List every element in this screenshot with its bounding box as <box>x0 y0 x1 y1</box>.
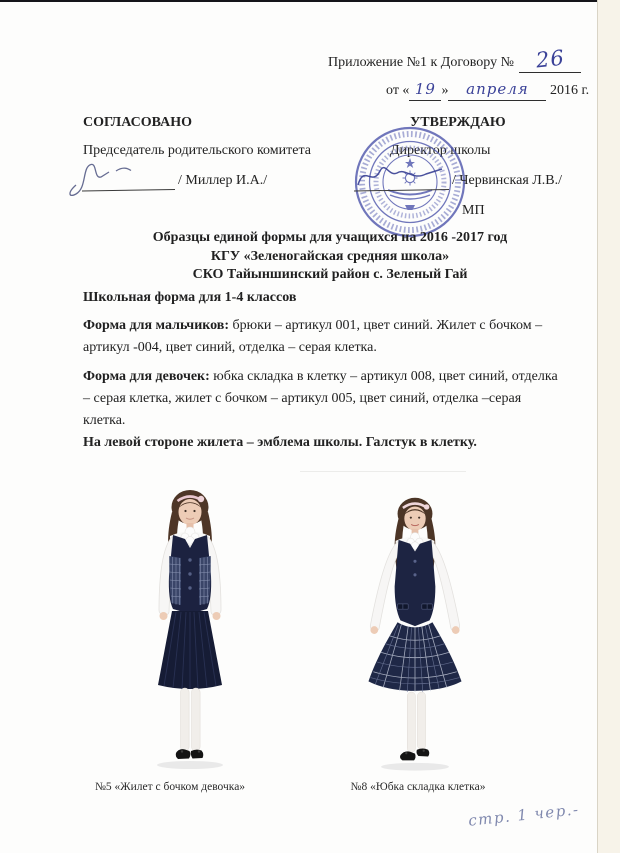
page-note-text: стр. 1 чер.- <box>467 800 581 830</box>
agreed-title: СОГЛАСОВАНО <box>83 115 192 130</box>
girl-plaid-skirt-photo-icon <box>352 488 478 776</box>
date-month-underline <box>448 80 546 101</box>
signature-right-icon <box>352 158 456 196</box>
date-from-text: от « <box>386 83 410 98</box>
photo-girl-plaid-skirt <box>352 488 478 776</box>
girls-line-2: – серая клетка, жилет с бочком – артикул 005, цвет синий, отделка –серая <box>83 391 522 406</box>
boys-line-1 <box>83 315 583 337</box>
date-year-text: 2016 г. <box>549 83 590 98</box>
date-day-handwritten: 19 <box>414 80 436 98</box>
girls-line-1 <box>83 366 583 388</box>
agreed-role: Председатель родительского комитета <box>83 143 311 158</box>
handwritten-page-note <box>467 800 581 830</box>
title-line-2: КГУ «Зеленогайская средняя школа» <box>210 248 450 264</box>
stamp-place-abbr: МП <box>462 203 485 218</box>
approved-signature-stroke <box>352 158 456 196</box>
date-day-underline <box>409 80 441 101</box>
boys-label: Форма для мальчиков: <box>83 318 230 333</box>
approved-signature-name: / Червинская Л.В./ <box>452 173 562 188</box>
girls-line-1-text: юбка складка в клетку – артикул 008, цвет синий, отделка <box>209 369 558 384</box>
title-line-3: СКО Тайыншинский район с. Зеленый Гай <box>192 267 468 282</box>
photo-girl-vest <box>135 482 245 772</box>
girl-vest-photo-icon <box>135 482 245 772</box>
boys-line-2: артикул -004, цвет синий, отделка – серая клетка. <box>83 340 377 355</box>
title-line-1: Образцы единой формы для учащихся на 2016 -2017 год <box>152 230 508 245</box>
left-photo-caption: №5 «Жилет с бочком девочка» <box>94 781 246 793</box>
photo-border-faint <box>300 471 466 472</box>
girls-uniform-paragraph <box>83 366 583 432</box>
section-heading: Школьная форма для 1-4 классов <box>83 290 297 305</box>
agreed-signature-stroke <box>62 158 180 200</box>
scan-edge-top <box>0 0 620 2</box>
girls-label: Форма для девочек: <box>83 369 210 384</box>
signature-left-icon <box>62 158 180 200</box>
scan-edge-right <box>597 0 620 853</box>
date-close-quote: » <box>441 83 449 98</box>
approved-title: УТВЕРЖДАЮ <box>410 115 506 130</box>
boys-line-1-text: брюки – артикул 001, цвет синий. Жилет с бочком – <box>229 318 543 333</box>
right-photo-caption: №8 «Юбка складка клетка» <box>350 781 486 793</box>
girls-line-3: клетка. <box>83 413 126 428</box>
date-line <box>386 80 596 101</box>
appendix-number-underline <box>519 45 581 73</box>
appendix-line-text: Приложение №1 к Договору № <box>328 55 514 70</box>
approved-role: Директор школы <box>390 143 491 158</box>
emblem-note: На левой стороне жилета – эмблема школы. Галстук в клетку. <box>83 435 477 450</box>
boys-uniform-paragraph <box>83 315 583 359</box>
document-title <box>83 229 577 285</box>
agreed-signature-name: / Миллер И.А./ <box>178 173 268 188</box>
date-month-handwritten: апреля <box>466 80 529 98</box>
appendix-number-handwritten: 26 <box>534 45 566 73</box>
appendix-line <box>328 45 598 73</box>
